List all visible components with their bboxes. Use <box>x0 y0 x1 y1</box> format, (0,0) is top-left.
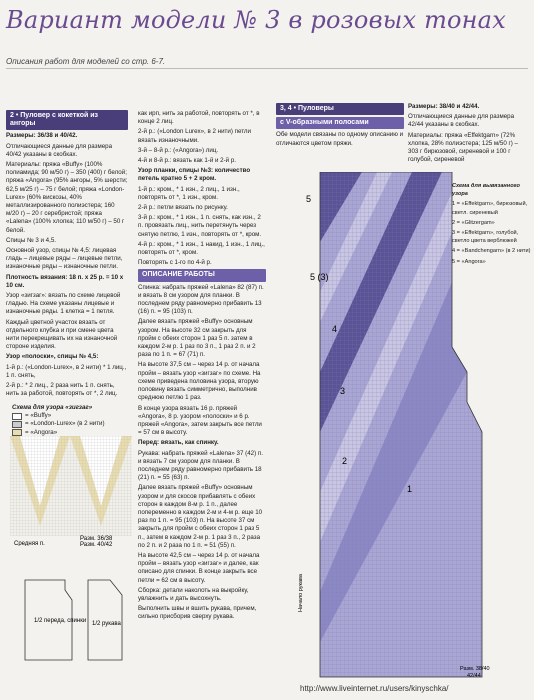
footer-url: http://www.liveinternet.ru/users/kinyschka/ <box>300 684 449 693</box>
stripes-row2: 2-й р.: * 2 лиц., 2 раза нить 1 п. снять, нить за работой, повторять от *, 2 лиц. <box>6 382 118 398</box>
zigzag-chart <box>10 436 132 546</box>
right-sizes: Размеры: 38/40 и 42/44. <box>408 103 480 110</box>
assembly-2: Выполнить швы и вшить рукава, причем, сильно присборив сверху рукава. <box>138 605 257 621</box>
sleeve-instructions-3: На высоте 42,5 см – через 14 р. от начала пройм – вязать узор «зигзаг» и далее, как описано для спинки. В конце закрыть все петли = 62 см в высоту. <box>138 551 260 584</box>
sleeve-instructions-2: Далее вязать пряжей «Buffy» основным узором и для скосов прибавлять с обеих сторон в каждом 8-м р. 1 п., далее попеременно в каждом 2-м и 4-м р. еще 10 раз по 1 п. = 95 (103) п. На высоте 37 см закрыть для пройм с обеих сторон 1 раз 5 п., затем в каждом 2-м р. 1 раз 3 п., 2 раза по 2 п. и 2 раза по 1 п. = 51 (55) п. <box>138 484 263 549</box>
page-title: Вариант модели № 3 в розовых тонах <box>6 6 506 34</box>
row-2: 2-й р.: («London Lurex», в 2 нити) петли вязать изнаночными. <box>138 128 251 144</box>
plank-row4: 4-й р.: кром., * 1 изн., 1 накид, 1 изн., 1 лиц., повторять от *, кром. <box>138 240 265 257</box>
plank-row2: 2-й р.: петли вязать по рисунку. <box>138 204 228 212</box>
pattern-pieces <box>10 570 130 680</box>
text-continued: как ирп, нить за работой, повторять от *, в конце 2 лиц. <box>138 110 260 126</box>
work-title: ОПИСАНИЕ РАБОТЫ <box>138 269 266 281</box>
legend-item: = «Buffy» <box>12 412 132 420</box>
zigzag-note: Каждый цветной участок вязать от отдельного клубка и при смене цвета нити перекрещивать их на изнаночной стороне изделия. <box>6 318 118 351</box>
right-column-info <box>408 103 530 166</box>
right-column-top <box>276 103 404 150</box>
needles: Спицы № 3 и 4,5. <box>6 236 56 244</box>
stripe-label-2: 2 <box>342 456 348 466</box>
section-banner-2: 2 • Пуловер с кокеткой из ангоры <box>6 110 128 130</box>
zigzag-pattern: Узор «зигзаг»: вязать по схеме лицевой гладью. На схеме указаны лицевые и изнаночные ряды. 1 клетка = 1 петля. <box>6 292 121 316</box>
assembly: Сборка: детали наколоть на выкройку, увлажнить и дать высохнуть. <box>138 586 249 602</box>
chart-size2-label: Разм. 40/42 <box>80 542 113 546</box>
materials: Материалы: пряжа «Buffy» (100% полиамида; 90 м/50 г) – 350 (400) г белой; пряжа «Angora» (95% ангоры, 5% шерсти; 62,5 м/25 г) – 75 г белой; пряжа «London-Lurex» (60% вискозы, 40% металлизированного полиэстера; 160 м/20 г) – 20 г серебристой; пряжа «Lalena» (100% хлопка; 110 м/50 г) – 50 г белой. <box>6 161 128 234</box>
chart-middle-label: Средняя п. <box>14 541 45 546</box>
sizes-note: Отличающиеся данные для размера 40/42 указаны в скобках. <box>6 142 113 158</box>
sleeve-start-label: Начало рукава <box>298 574 304 612</box>
sleeve-instructions: Рукава: набрать пряжей «Lalena» 37 (42) п. и вязать 7 см узором для планки. В последнем ряду равномерно прибавить 18 (21) п. = 55 (63) п. <box>138 449 263 482</box>
zigzag-scheme <box>12 404 132 437</box>
right-materials: Материалы: пряжа «Effektgarn» (72% хлопка, 28% полиэстера; 125 м/50 г) – 303 г бирюзовой, сиреневой и 100 г голубой, сиреневой <box>408 131 518 164</box>
sleeve-label: 1/2 рукава <box>92 621 121 627</box>
page-subtitle: Описания работ для моделей со стр. 6-7. <box>6 57 166 66</box>
stripes-row1: 1-й р.: («London-Lurex», в 2 нити) * 1 лиц., 1 п. снять, <box>6 363 127 379</box>
left-column <box>6 110 128 401</box>
row-3: 3-й – 8-й р.: («Angora») лиц. <box>138 146 219 154</box>
plank-repeat: Повторять с 1-го по 4-й р. <box>138 259 212 267</box>
section-banner-v: с V-образными полосами <box>276 117 404 129</box>
plank-pattern: Узор планки, спицы №3: количество петель кратно 5 + 2 кром. <box>138 167 251 183</box>
right-legend-4: 4 = «Bandchengarn» (в 2 нити) <box>452 248 531 255</box>
main-pattern: Основной узор, спицы № 4,5: лицевая гладь – лицевые ряды – лицевые петли, изнаночные ряды – изнаночные петли. <box>6 247 123 271</box>
chart-size-label: Разм. 36/38 <box>80 536 113 542</box>
right-sizes-note: Отличающиеся данные для размера 42/44 указаны в скобках. <box>408 113 515 129</box>
front-instructions: Перед: вязать, как спинку. <box>138 439 219 447</box>
stripe-label-3: 3 <box>340 386 346 396</box>
right-legend-3: 3 = «Effektgarn», голубой, светло цвета верблюжей <box>452 230 519 245</box>
right-legend-5: 5 = «Angora» <box>452 258 486 265</box>
stripes-pattern: Узор «полоски», спицы № 4,5: <box>6 353 99 361</box>
back-label: 1/2 переда, спинки <box>34 618 87 624</box>
stripe-label-5-3: 5 (3) <box>310 272 329 282</box>
divider <box>6 68 528 69</box>
stripe-label-5: 5 <box>306 194 312 204</box>
right-intro: Обе модели связаны по одному описанию и отличаются цветом пряжи. <box>276 131 404 147</box>
row-4: 4-й и 8-й р.: вязать как 1-й и 2-й р. <box>138 157 237 165</box>
plank-row3: 3-й р.: кром., * 1 изн., 1 п. снять, как изн., 2 п. провязать лиц., нить перетянуть через снятую петлю, 1 изн., повторять от *, кром. <box>138 214 262 238</box>
right-legend-2: 2 = «Glitzergam» <box>452 219 495 226</box>
right-scheme-title: Схема для вывязанного узора <box>452 183 520 198</box>
back-instructions-4: В конце узора вязать 16 р. пряжей «Angora», 8 р. узором «полоски» и 6 р. пряжей «Angora», затем закрыть все петли = 57 см в высоту. <box>138 404 262 437</box>
scheme-title: Схема для узора «зигзаг» <box>12 404 93 411</box>
back-instructions-3: На высоте 37,5 см – через 14 р. от начала пройм – вязать узор «зигзаг» по схеме. На схеме приведена половина узора, вторую половину вязать симметрично, выполнив среднюю петлю 1 раз. <box>138 361 261 402</box>
stripe-size-label: Разм. 38/40 <box>460 666 490 672</box>
legend-item: = «London-Lurex» (в 2 нити) <box>12 420 132 428</box>
sizes: Размеры: 36/38 и 40/42. <box>6 132 78 140</box>
density: Плотность вязания: 18 п. x 25 р. = 10 x 10 см. <box>6 273 124 289</box>
right-legend-1: 1 = «Effektgarn», бирюзовый, светл. сиреневый <box>452 201 528 216</box>
plank-row1: 1-й р.: кром., * 1 изн., 2 лиц., 1 изн., повторять от *, 1 изн., кром. <box>138 185 240 201</box>
section-banner-34: 3, 4 • Пуловеры <box>276 103 404 115</box>
back-instructions: Спинка: набрать пряжей «Lalena» 82 (87) п. и вязать 8 см узором для планки. В последнем ряду равномерно прибавить 13 (16) п. = 95 (103) п. <box>138 283 264 316</box>
stripe-label-4: 4 <box>332 324 338 334</box>
back-instructions-2: Далее вязать пряжей «Buffy» основным узором. На высоте 32 см закрыть для пройм с обеих сторон 1 раз 5 п. затем в каждом 2-м р. 1 раз по 3 п., 1 раз 2 п. и 2 раза по 1 п. = 67 (71) п. <box>138 318 256 359</box>
middle-column <box>138 110 266 624</box>
legend-item: = «Angora» <box>12 429 132 437</box>
stripe-size2-label: 42/44 <box>467 673 481 679</box>
stripe-chart <box>292 172 492 682</box>
stripe-label-1: 1 <box>407 484 413 494</box>
